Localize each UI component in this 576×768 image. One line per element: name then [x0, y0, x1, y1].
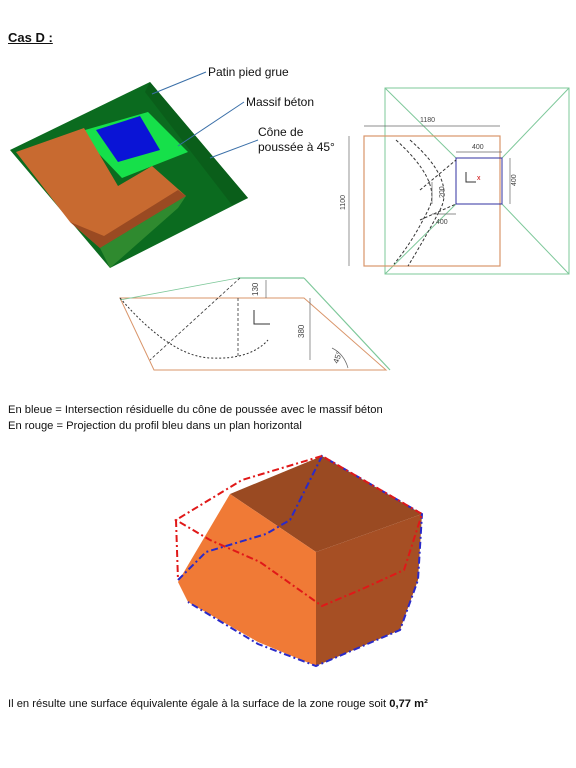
dim-400-bottom: 400 [436, 219, 448, 226]
result-line [8, 698, 428, 710]
legend-red: En rouge = Projection du profil bleu dans un plan horizontal [8, 420, 302, 432]
label-cone-2: poussée à 45° [258, 140, 335, 154]
dim-400-top: 400 [472, 144, 484, 151]
svg-text:x: x [477, 175, 481, 182]
dim-200: 200 [439, 186, 446, 198]
dim-1100: 1100 [340, 194, 347, 210]
label-patin: Patin pied grue [208, 65, 289, 79]
result-value: 0,77 m² [389, 698, 428, 710]
page-title: Cas D : [8, 30, 53, 45]
dim-130: 130 [251, 282, 260, 296]
result-text: Il en résulte une surface équivalente égale à la surface de la zone rouge soit [8, 698, 390, 710]
dim-angle: 45° [331, 350, 345, 365]
label-massif: Massif béton [246, 95, 315, 109]
dim-1180: 1180 [420, 117, 436, 124]
dim-400-right: 400 [511, 174, 518, 186]
dim-380: 380 [297, 324, 306, 338]
legend-blue: En bleue = Intersection résiduelle du cône de poussée avec le massif béton [8, 404, 383, 416]
label-cone-1: Cône de [258, 125, 304, 139]
